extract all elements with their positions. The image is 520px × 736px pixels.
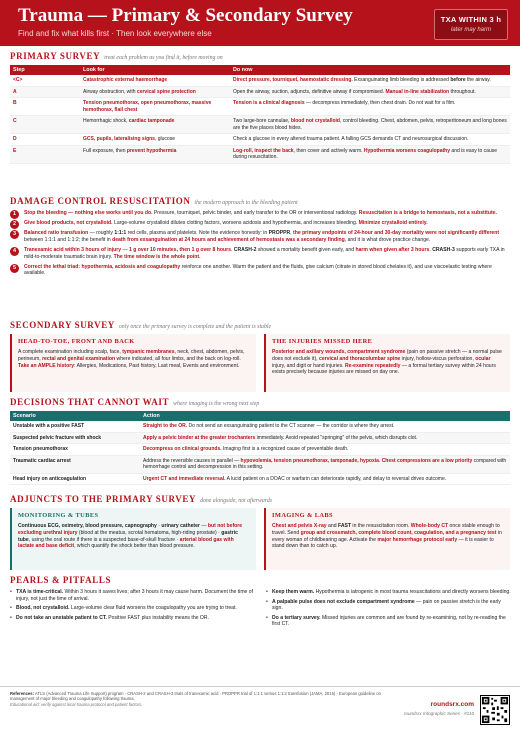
text-run: Whole-body CT <box>410 523 449 530</box>
series-label: roundsrx Infographic Series · #110 <box>403 711 474 716</box>
step-item <box>10 210 510 217</box>
step-cell: B <box>10 98 80 116</box>
do-now-cell <box>230 145 510 163</box>
step-item <box>10 230 510 243</box>
table-row <box>10 98 510 116</box>
text-run: cardiac tamponade <box>128 118 175 125</box>
text-run: Apply a pelvic binder at the greater trochanters <box>143 434 256 441</box>
section-note: done alongside, not afterwards <box>200 498 272 504</box>
text-run: Take an AMPLE history <box>18 362 75 369</box>
text-run: rectal and genital examination <box>42 355 116 362</box>
text-run: urinary catheter <box>161 523 200 530</box>
section-title: PEARLS & PITFALLS <box>10 575 112 585</box>
step-number: 5 <box>10 264 19 273</box>
page-footer <box>0 686 520 736</box>
text-run: harm when given after 3 hours <box>355 246 430 253</box>
decisions-table <box>10 411 510 485</box>
text-run: Re-examine repeatedly <box>344 362 401 369</box>
card-title: MONITORING & TUBES <box>18 512 99 519</box>
card-body <box>18 523 250 549</box>
look-for-cell <box>80 116 230 134</box>
text-run: Tranexamic acid within 3 hours of injury <box>24 246 122 253</box>
text-run: between 1:1:1 and 1:1:2; the benefit in <box>24 236 113 243</box>
text-run: Direct pressure, tourniquet, haemostatic dressing. <box>233 77 353 84</box>
text-run: Resuscitation is a bridge to hemostasis, not a substitute. <box>358 210 497 216</box>
pitfall-item <box>10 605 255 612</box>
text-run: — <box>121 246 130 253</box>
text-run: prevent hypothermia <box>126 147 177 154</box>
text-run: group and crossmatch, complete blood count, coagulation, and a pregnancy test <box>300 529 497 536</box>
text-run: gastric tube <box>18 529 238 543</box>
text-run: Large-volume clear fluid worsens the coagulopathy you are trying to treat. <box>69 605 237 612</box>
text-run: A complete examination including scalp, face, <box>18 349 123 356</box>
scenario-cell: Unstable with a positive FAST <box>10 421 140 432</box>
text-run: Within 3 hours it saves lives; after 3 hours it may cause harm. Document the time of injury, not just the time of arrival. <box>16 589 254 602</box>
text-run: Two large-bore cannulae, <box>233 118 291 125</box>
text-run: Imaging first is a recognized cause of preventable death. <box>221 446 349 453</box>
table-row <box>10 455 510 473</box>
pitfall-item <box>266 599 511 612</box>
text-run: A lucid patient on a DOAC or warfarin can deteriorate rapidly, and delay to reversal drives outcome. <box>225 475 447 482</box>
text-run: Tension is a clinical diagnosis <box>233 100 305 107</box>
text-run: Balanced ratio transfusion <box>24 230 89 237</box>
text-run: cervical and thoracolumbar spine <box>319 355 401 362</box>
step-item <box>10 220 510 227</box>
look-for-cell <box>80 75 230 86</box>
text-run: , neck, chest, abdomen, pelvis, perineum, <box>18 349 245 362</box>
primary-survey-table <box>10 65 510 164</box>
action-cell <box>140 473 510 485</box>
card-body <box>18 349 250 369</box>
column-header: Action <box>140 411 510 421</box>
text-run: Do a tertiary survey. <box>272 614 321 621</box>
references <box>10 691 400 707</box>
text-run: in every woman of childbearing age. Activate the <box>272 529 502 543</box>
damage-control-steps <box>10 210 510 280</box>
text-run: Open the airway, suction, adjuncts, definitive airway if compromised. <box>233 88 386 95</box>
text-run: Chest compressions are a low priority <box>381 457 473 464</box>
step-number: 2 <box>10 220 19 229</box>
action-cell <box>140 421 510 432</box>
text-run: Catastrophic external haemorrhage <box>83 77 168 84</box>
text-run: cervical spine protection <box>136 88 196 95</box>
text-run: CRASH-2 <box>233 246 257 253</box>
text-run: (blood at the meatus, scrotal hematoma, high-riding prostate) · <box>77 529 222 536</box>
text-run: the primary endpoints of 24-hour and 30-day mortality were not significantly different <box>293 230 500 237</box>
text-run: , using the oral route if there is a suspected base-of-skull fracture · <box>28 536 180 543</box>
step-cell: C <box>10 116 80 134</box>
step-item <box>10 247 510 260</box>
text-run: Hypothermia worsens coagulopathy <box>363 147 451 154</box>
text-run: . <box>429 246 433 253</box>
secondary-survey-heading <box>10 320 271 332</box>
text-run: Missed injuries are common and are found by re-examining, not by re-reading the first CT. <box>272 614 506 628</box>
text-run: , and it is what drove practice change. <box>344 236 431 243</box>
text-run: showed a mortality benefit given early, and <box>256 246 356 253</box>
text-run: CRASH-3 <box>432 246 455 253</box>
txa-badge-title: TXA WITHIN 3 h <box>440 15 502 24</box>
text-run: · <box>156 523 162 530</box>
text-run: blood not crystalloid <box>290 118 340 125</box>
text-run: Pressure, tourniquet, pelvic binder, and early transfer to the OR or interventional radiology. <box>152 210 359 216</box>
page-subtitle: Find and fix what kills first · Then look everywhere else <box>18 29 212 38</box>
text-run: and <box>326 523 338 530</box>
qr-code-icon <box>480 695 510 725</box>
action-cell <box>140 444 510 456</box>
section-note: only once the primary survey is complete and the patient is stable <box>118 324 272 330</box>
text-run: tympanic membranes <box>122 349 175 356</box>
text-run: Keep them warm. <box>272 589 315 595</box>
text-run: Hemorrhagic shock, <box>83 118 129 125</box>
pitfall-item <box>10 615 255 622</box>
txa-badge-note: later may harm <box>450 26 491 33</box>
txa-badge <box>434 9 508 40</box>
text-run: but not before excluding urethral injury <box>18 523 243 536</box>
text-run: — pain on passive stretch is the early sign. <box>272 598 501 612</box>
text-run: — decompress immediately, then chest drain. Do not wait for a film. <box>304 100 456 107</box>
text-run: supports early TXA in mild-to-moderate traumatic brain injury. <box>24 246 505 260</box>
scenario-cell: Suspected pelvic fracture with shock <box>10 432 140 444</box>
text-run: Manual in-line stabilization <box>385 88 450 95</box>
text-run: , <box>290 230 294 237</box>
text-run: injury, hollow-viscus perforation, <box>400 355 476 362</box>
text-run: (pain on passive stretch — a normal pulse does not exclude it), <box>272 349 502 362</box>
text-run: . <box>230 246 234 253</box>
step-cell: A <box>10 86 80 98</box>
disclaimer: Educational aid; verify against local trauma protocol and patient factors. <box>10 701 143 707</box>
step-cell: E <box>10 145 80 163</box>
look-for-cell <box>80 98 230 116</box>
text-run: Straight to the OR. <box>143 423 188 430</box>
text-run: , which quantify the shock better than blood pressure. <box>74 543 195 550</box>
text-run: major hemorrhage protocol early <box>377 536 458 543</box>
pitfalls-right-list <box>266 589 511 631</box>
text-run: — it is easier to stand down than to catch up. <box>272 536 494 550</box>
step-number: 3 <box>10 230 19 239</box>
scenario-cell: Tension pneumothorax <box>10 444 140 456</box>
column-header: Do now <box>230 65 510 75</box>
monitoring-card <box>10 508 256 570</box>
text-run: the airway. <box>465 77 491 84</box>
section-note: where imaging is the wrong next step <box>173 401 260 407</box>
section-note: treat each problem as you find it, before moving on <box>104 55 223 61</box>
card-body <box>272 523 504 549</box>
missed-injuries-card <box>264 334 510 392</box>
text-run: compared with hemorrhage control and decompression in this setting. <box>143 457 507 471</box>
section-note: the modern approach to the bleeding patient <box>194 200 298 206</box>
text-run: : Allergies, Medications, Past history, Last meal, Events and environment. <box>74 362 240 369</box>
references-text: ATLS (Advanced Trauma Life Support) program · CRASH-2 and CRASH-3 trials of tranexamic acid · PROPPR trial of 1:1:1 versus 1:1:2 transfusion (JAMA, 2015) · European guideline on management of major bleeding and coagulopathy following trauma. <box>10 691 381 702</box>
text-run: . <box>378 457 382 464</box>
look-for-cell <box>80 134 230 146</box>
decisions-table-wrap <box>10 411 510 485</box>
text-run: , then cover and actively warm. <box>293 147 364 154</box>
text-run: TXA is time-critical. <box>16 589 64 595</box>
table-row <box>10 473 510 485</box>
table-row <box>10 75 510 86</box>
text-run: , control bleeding. Chest, abdomen, pelvis, retroperitoneum and long bones are the five places blood hides. <box>233 118 507 131</box>
text-run: ocular <box>475 355 491 362</box>
text-run: Give blood products, not crystalloid. <box>24 220 113 227</box>
primary-survey-table-wrap <box>10 65 510 164</box>
text-run: Stop the bleeding — nothing else works until you do. <box>24 210 153 216</box>
card-body <box>272 349 504 375</box>
text-run: GCS, pupils, lateralising signs <box>83 136 155 143</box>
look-for-cell <box>80 145 230 163</box>
section-title: ADJUNCTS TO THE PRIMARY SURVEY <box>10 494 197 504</box>
section-title: DAMAGE CONTROL RESUSCITATION <box>10 196 191 206</box>
do-now-cell <box>230 75 510 86</box>
text-run: injury, and digit or hand injuries. <box>272 362 345 369</box>
text-run: Positive FAST plus instability means the OR. <box>106 614 209 621</box>
table-row <box>10 421 510 432</box>
action-cell <box>140 432 510 444</box>
adjuncts-heading <box>10 494 272 506</box>
text-run: — <box>199 523 208 530</box>
text-run: Decompress on clinical grounds. <box>143 446 222 453</box>
text-run: The time window is the whole point. <box>113 253 201 260</box>
text-run: PROPPR <box>268 230 291 237</box>
column-header: Look for <box>80 65 230 75</box>
text-run: Check a glucose in every altered trauma patient. A falling GCS demands CT and neurosurgical discussion. <box>233 136 469 143</box>
text-run: Minimize crystalloid entirely. <box>358 220 428 227</box>
table-row <box>10 145 510 163</box>
step-number: 1 <box>10 210 19 219</box>
scenario-cell: Head injury on anticoagulation <box>10 473 140 485</box>
pitfalls-left-list <box>10 589 255 624</box>
section-title: PRIMARY SURVEY <box>10 51 101 61</box>
text-run: Correct the lethal triad: hypothermia, acidosis and coagulopathy <box>24 263 181 270</box>
text-run: Log-roll, inspect the back <box>233 147 294 154</box>
pitfall-item <box>10 589 255 602</box>
text-run: — roughly <box>88 230 115 237</box>
head-to-toe-card <box>10 334 256 392</box>
column-header: Step <box>10 65 80 75</box>
text-run: Airway obstruction, with <box>83 88 137 95</box>
table-row <box>10 432 510 444</box>
text-run: FAST <box>337 523 352 530</box>
step-cell: <C> <box>10 75 80 86</box>
step-number: 4 <box>10 247 19 256</box>
card-title: HEAD-TO-TOE, FRONT AND BACK <box>18 338 135 345</box>
do-now-cell <box>230 86 510 98</box>
column-header: Scenario <box>10 411 140 421</box>
text-run: Hypothermia is iatrogenic in most trauma resuscitations and directly worsens bleeding. <box>314 589 511 595</box>
text-run: Do not send an exsanguinating patient to the CT scanner — the corridor is where they arrest. <box>187 423 395 430</box>
text-run: , glucose <box>154 136 175 143</box>
pitfalls-heading <box>10 575 111 587</box>
text-run: and is easy to cause during resuscitation. <box>233 147 498 161</box>
references-label: References: <box>10 691 34 696</box>
table-row <box>10 86 510 98</box>
text-run: in the resuscitation room. <box>351 523 411 530</box>
text-run: Large-volume crystalloid dilutes clotting factors, worsens acidosis and hypothermia, and increases bleeding. <box>112 220 359 227</box>
step-item <box>10 264 510 277</box>
do-now-cell <box>230 98 510 116</box>
table-row <box>10 444 510 456</box>
text-run: Tension pneumothorax, open pneumothorax, massive hemothorax, flail chest <box>83 100 212 113</box>
step-cell: D <box>10 134 80 146</box>
text-run: Address the reversible causes in parallel — <box>143 457 241 464</box>
text-run: 1 g over 10 minutes, then 1 g over 8 hours <box>129 246 231 253</box>
site-link[interactable]: roundsrx.com <box>430 701 474 708</box>
text-run: Chest and pelvis X-ray <box>272 523 327 530</box>
page-title: Trauma — Primary & Secondary Survey <box>18 5 353 26</box>
text-run: reinforce one another. Warm the patient and the fluids, give calcium (citrate in stored blood chelates it), and use viscoelastic testing where available. <box>24 263 492 277</box>
table-row <box>10 116 510 134</box>
section-title: SECONDARY SURVEY <box>10 320 115 330</box>
do-now-cell <box>230 134 510 146</box>
text-run: Blood, not crystalloid. <box>16 605 70 612</box>
scenario-cell: Traumatic cardiac arrest <box>10 455 140 473</box>
text-run: arterial blood gas with lactate and base deficit <box>18 536 234 550</box>
text-run: Full exposure, then <box>83 147 127 154</box>
page-header <box>0 0 520 46</box>
text-run: A palpable pulse does not exclude compartment syndrome <box>272 598 415 605</box>
imaging-card <box>264 508 510 570</box>
damage-control-heading <box>10 196 298 208</box>
text-run: Posterior and axillary wounds, compartment syndrome <box>272 349 406 356</box>
text-run: death from exsanguination at 24 hours and achievement of hemostasis was a secondary finding <box>112 236 345 243</box>
text-run: 1:1:1 <box>114 230 127 237</box>
text-run: Exsanguinating limb bleeding is addressed <box>352 77 451 84</box>
do-now-cell <box>230 116 510 134</box>
text-run: Urgent CT and immediate reversal. <box>143 475 226 482</box>
look-for-cell <box>80 86 230 98</box>
section-title: DECISIONS THAT CANNOT WAIT <box>10 397 170 407</box>
text-run: once stable enough to travel. Send <box>272 523 500 536</box>
table-row <box>10 134 510 146</box>
pitfall-item <box>266 589 511 596</box>
decisions-heading <box>10 397 259 409</box>
text-run: before <box>450 77 466 84</box>
text-run: where indicated, all four limbs, and the back on log-roll. <box>115 355 241 362</box>
primary-survey-heading <box>10 51 223 63</box>
text-run: immediately. Avoid repeated "springing" of the pelvis, which disrupts clot. <box>255 434 418 441</box>
text-run: red cells, plasma and platelets. Note the evidence honestly: in <box>126 230 269 237</box>
text-run: throughout. <box>449 88 476 95</box>
text-run: Continuous ECG, oximetry, blood pressure, capnography <box>18 523 157 530</box>
action-cell <box>140 455 510 473</box>
text-run: hypovolemia, tension pneumothorax, tamponade, hypoxia <box>240 457 379 464</box>
card-title: THE INJURIES MISSED HERE <box>272 338 373 345</box>
pitfall-item <box>266 615 511 628</box>
card-title: IMAGING & LABS <box>272 512 333 519</box>
text-run: Do not take an unstable patient to CT. <box>16 614 107 621</box>
text-run: — a formal tertiary survey within 24 hours exists precisely because injuries are missed on day one. <box>272 362 496 376</box>
